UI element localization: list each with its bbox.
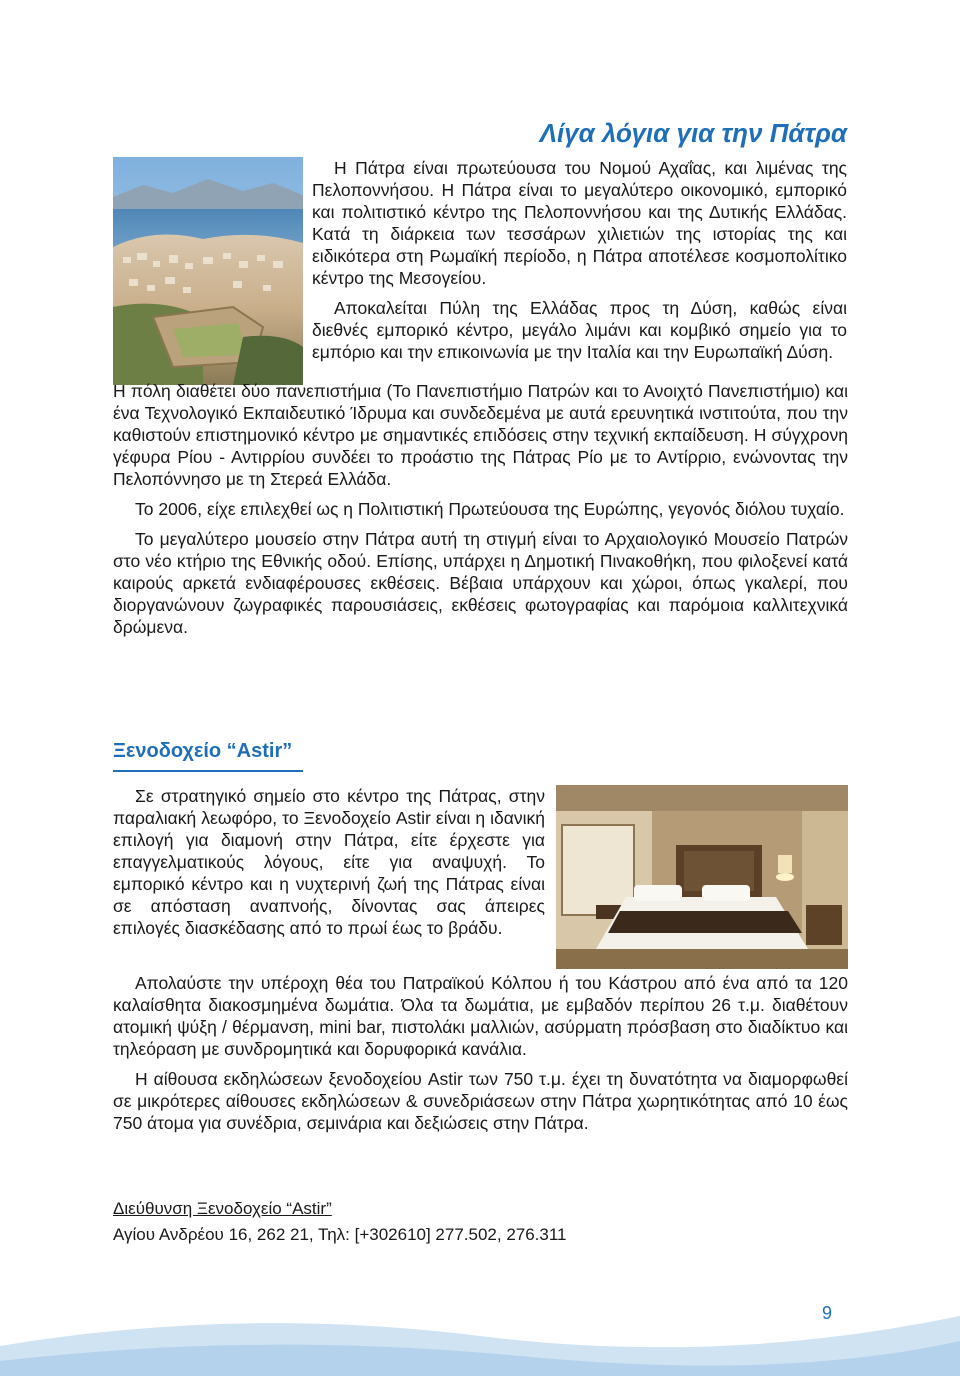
address-title: Διεύθυνση Ξενοδοχείο “Astir” (113, 1199, 332, 1218)
intro-wrapped-text (312, 157, 847, 363)
hotel-heading-underline (113, 770, 303, 772)
intro-paragraph-4: Το μεγαλύτερο μουσείο στην Πάτρα αυτή τη στιγμή είναι το Αρχαιολογικό Μουσείο Πατρών στο νέο κτήριο της Εθνικής οδού. Επίσης, υπάρχει η Δημοτική Πινακοθήκη, που φιλοξενεί κατά καιρούς αρκετά ενδιαφέρουσες εκθέσεις. Βέβαια υπάρχουν και χώροι, όπως γκαλερί, που διοργανώνουν ζωγραφικές παρουσιάσεις, εκθέσεις φωτογραφίας και παρόμοια καλλιτεχνικά δρώμενα. (113, 529, 848, 637)
address-line: Αγίου Ανδρέου 16, 262 21, Τηλ: [+302610] 277.502, 276.311 (113, 1225, 567, 1244)
hotel-wrapped-text (113, 785, 545, 939)
hotel-paragraph-1: Σε στρατηγικό σημείο στο κέντρο της Πάτρας, στην παραλιακή λεωφόρο, το Ξενοδοχείο Astir είναι η ιδανική επιλογή για διαμονή στην Πάτρα, είτε έρχεστε για επαγγελματικούς λόγους, είτε για αναψυχή. Το εμπορικό κέντρο και η νυχτερινή ζωή της Πάτρας είναι σε απόσταση αναπνοής, δίνοντας σας άπειρες επιλογές διασκέδασης από το πρωί έως το βράδυ. (113, 786, 545, 938)
hotel-address (113, 1196, 567, 1248)
intro-paragraph-2-start: Αποκαλείται Πύλη της Ελλάδας προς τη Δύση, καθώς είναι διεθνές εμπορικό κέντρο, μεγάλο λιμάνι και κομβικό σημείο για το εμπόριο και την επικοινωνία με την Ιταλία και την Ευρωπαϊκή Δύση. (312, 298, 847, 362)
intro-paragraph-2-continued: Η πόλη διαθέτει δύο πανεπιστήμια (Το Πανεπιστήμιο Πατρών και το Ανοιχτό Πανεπιστήμιο) και ένα Τεχνολογικό Εκπαιδευτικό Ίδρυμα και συνδεδεμένα με αυτά ερευνητικά ινστιτούτα, που την καθιστούν επιστημονικό κέντρο με σημαντικές επιδόσεις στην τεχνική εκπαίδευση. Η σύγχρονη γέφυρα Ρίου - Αντιρρίου συνδέει το προάστιο της Πάτρας Ρίο με το Αντίρριο, ενώνοντας την Πελοπόννησο με τη Στερεά Ελλάδα. (113, 381, 848, 489)
hotel-full-text (113, 972, 848, 1134)
hotel-paragraph-3: Η αίθουσα εκδηλώσεων ξενοδοχείου Astir των 750 τ.μ. έχει τη δυνατότητα να διαμορφωθεί σε μικρότερες αίθουσες εκδηλώσεων & συνεδριάσεων στην Πάτρα χωρητικότητας από 10 έως 750 άτομα για συνέδρια, σεμινάρια και δεξιώσεις στην Πάτρα. (113, 1069, 848, 1133)
intro-paragraph-1: Η Πάτρα είναι πρωτεύουσα του Νομού Αχαΐας, και λιμένας της Πελοποννήσου. Η Πάτρα είναι το μεγαλύτερο οικονομικό, εμπορικό και πολιτιστικό κέντρο της Πελοποννήσου και της Δυτικής Ελλάδας. Κατά τη διάρκεια των τεσσάρων χιλιετιών της ιστορίας της και ειδικότερα στη Ρωμαϊκή περίοδο, η Πάτρα αποτέλεσε κοσμοπολίτικο κέντρο της Μεσογείου. (312, 158, 847, 288)
hotel-room-photo (556, 785, 848, 969)
page-number: 9 (822, 1303, 833, 1323)
patras-city-photo (113, 157, 303, 385)
intro-paragraph-3: Το 2006, είχε επιλεχθεί ως η Πολιτιστική Πρωτεύουσα της Ευρώπης, γεγονός διόλου τυχαίο. (135, 499, 845, 519)
page-title: Λίγα λόγια για την Πάτρα (539, 118, 847, 148)
decorative-wave (0, 1286, 960, 1376)
hotel-heading: Ξενοδοχείο “Astir” (113, 740, 293, 762)
intro-full-text (113, 380, 848, 638)
hotel-paragraph-2: Απολαύστε την υπέροχη θέα του Πατραϊκού Κόλπου ή του Κάστρου από ένα από τα 120 καλαίσθητα διακοσμημένα δωμάτια. Όλα τα δωμάτια, με εμβαδόν περίπου 26 τ.μ. διαθέτουν ατομική ψύξη / θέρμανση, mini bar, πιστολάκι μαλλιών, ασύρματη πρόσβαση στο διαδίκτυο και τηλεόραση με συνδρομητικά και δορυφορικά κανάλια. (113, 973, 848, 1059)
